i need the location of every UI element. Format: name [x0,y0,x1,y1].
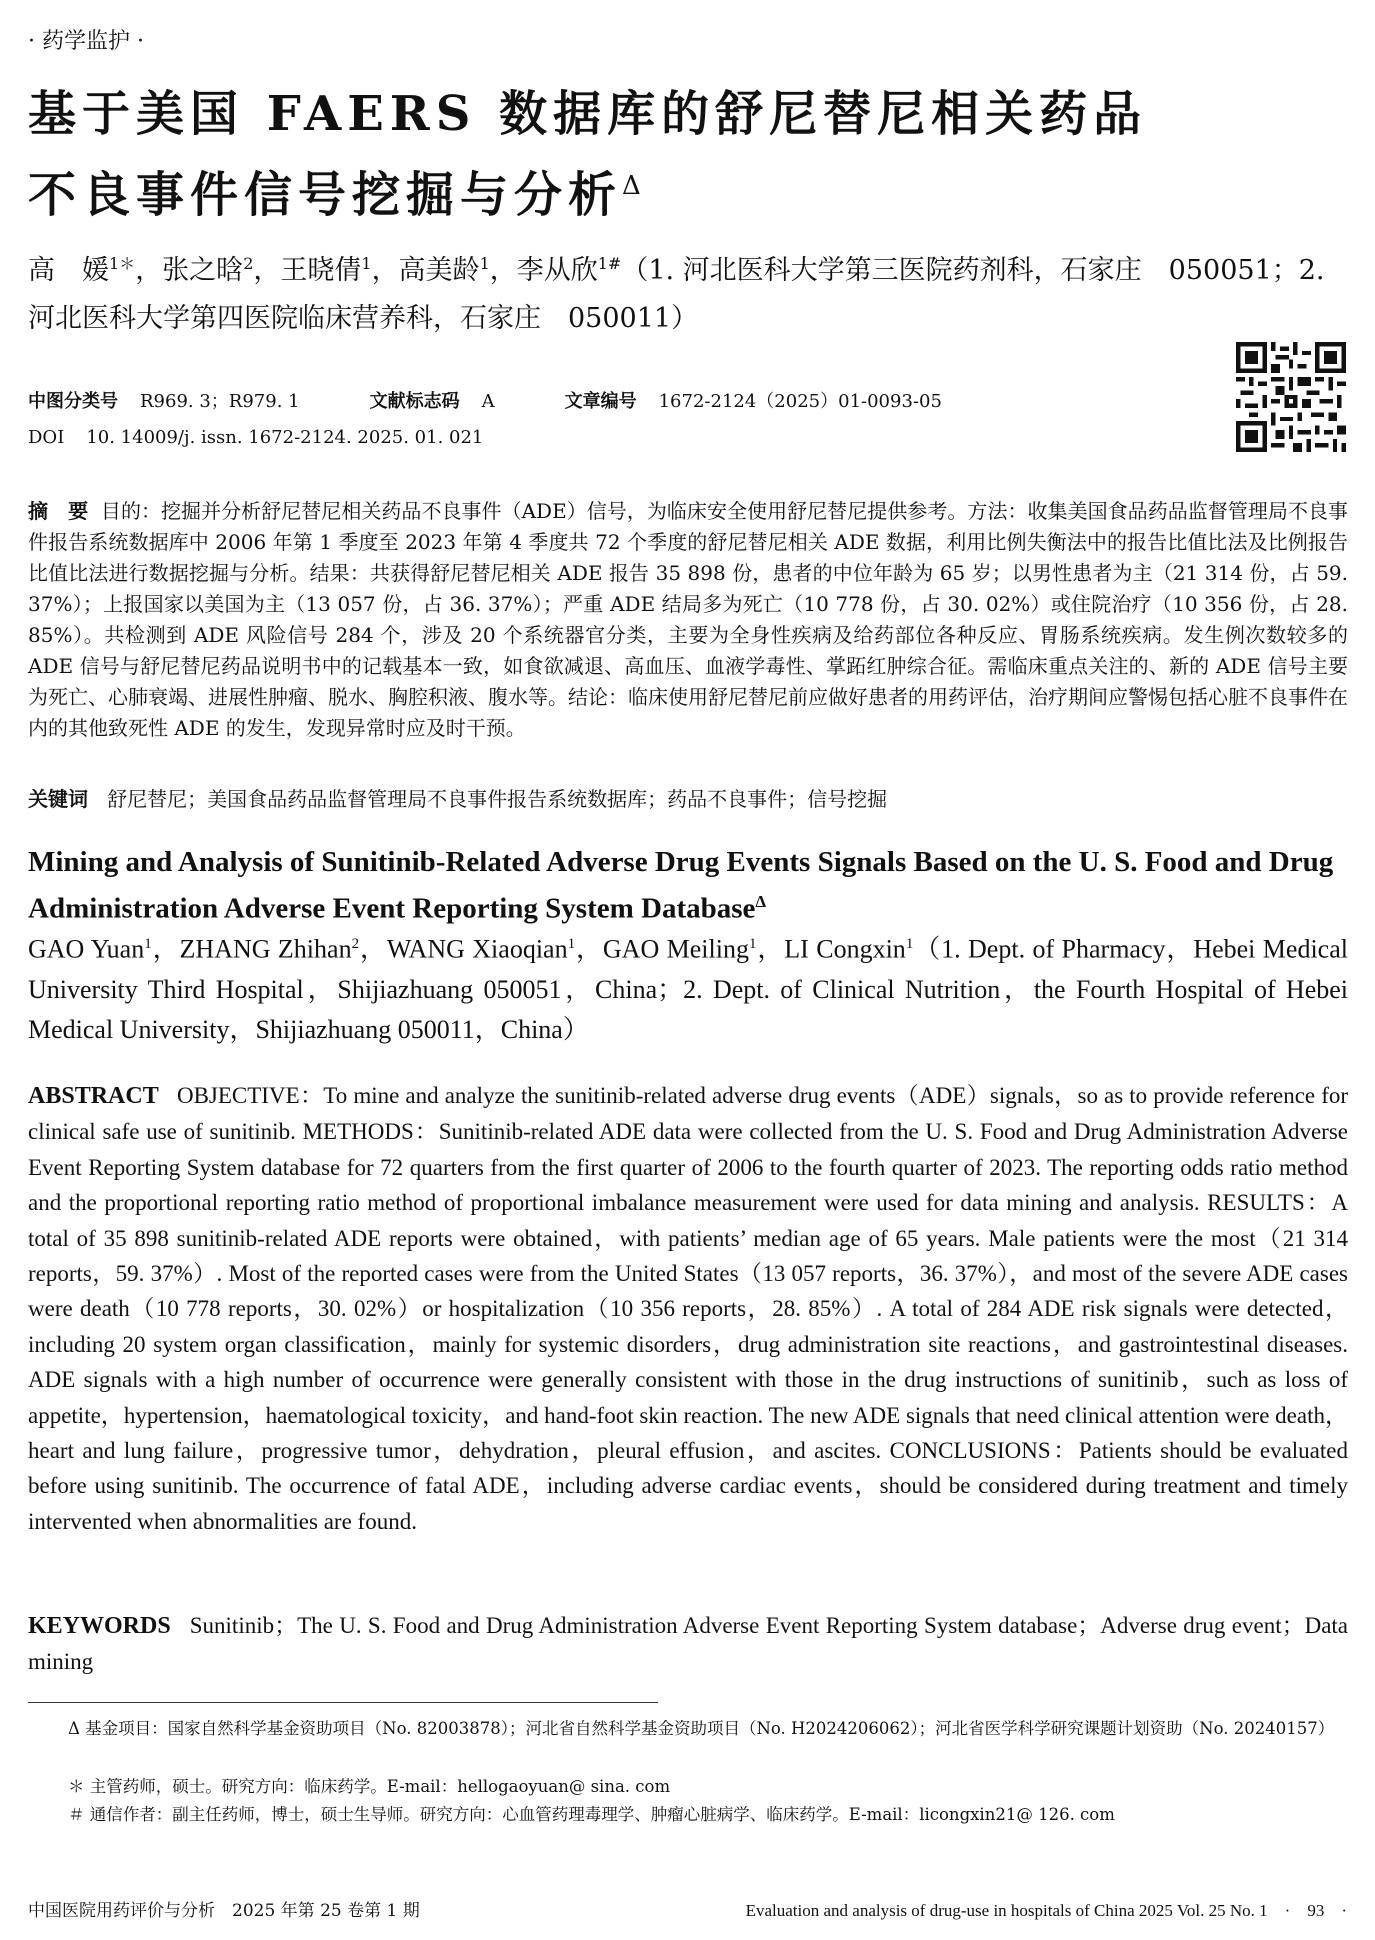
author-affil-mark: 1＊ [109,254,136,273]
author-name: ，GAO Meiling [575,934,749,964]
doi-label: DOI [28,427,65,448]
journal-footer-en: Evaluation and analysis of drug-use in hospitals of China 2025 Vol. 25 No. 1 · 93 · [745,1901,1347,1920]
abstract-zh [28,496,1348,744]
footnote-first-author: ＊ 主管药师，硕士。研究方向：临床药学。E-mail：hellogaoyuan@ sina. com [68,1777,671,1796]
author-affil-mark: 1 [361,254,372,273]
author-affil-mark: 1 [748,936,757,952]
keywords-zh [28,784,1348,815]
author-affil-mark: 1 [479,254,490,273]
article-title-en: Mining and Analysis of Sunitinib-Related Adverse Drug Events Signals Based on the U. S. Food and Drug Administration Adverse Event Reporting System Database$^\Delta$ [28,846,1334,925]
meta-line-1 [28,384,1208,420]
author-affiliations-en: （1. Dept. of Pharmacy，Hebei Medical University Third Hospital，Shijiazhuang 050051，China；2. Dept. of Clinical Nutrition，the Fourth Hospital of Hebei Medical University，Shijiazhuang 050011，China） [28,934,1349,1044]
author-affiliations: （1. 河北医科大学第三医院药剂科，石家庄 050051；2. 河北医科大学第四医院临床营养科，石家庄 050011） [28,255,1325,334]
author-affil-mark: 1# [597,254,622,273]
clc-label: 中图分类号 [28,391,118,412]
author-name: ，WANG Xiaoqian [359,934,568,964]
author-name: ，LI Congxin [756,934,906,964]
author-list [28,240,1348,343]
author-name: ，高美龄 [371,255,480,286]
article-meta [28,384,1208,456]
author-name: GAO Yuan [28,934,145,964]
footnote-funding: Δ 基金项目：国家自然科学基金资助项目（No. 82003878）；河北省自然科学基金资助项目（No. H2024206062）；河北省医学科学研究课题计划资助（No. 20240157） [68,1719,1335,1738]
author-name: ，ZHANG Zhihan [151,934,352,964]
author-affil-mark: 1 [567,936,576,952]
keywords-zh-text: 舒尼替尼；美国食品药品监督管理局不良事件报告系统数据库；药品不良事件；信号挖掘 [107,787,888,811]
title-fund-mark: Δ [622,171,647,201]
article-no-value: 1672-2124（2025）01-0093-05 [658,391,942,412]
doi-value[interactable]: 10. 14009/j. issn. 1672-2124. 2025. 01. 021 [86,427,484,448]
abstract-zh-text: 目的：挖掘并分析舒尼替尼相关药品不良事件（ADE）信号，为临床安全使用舒尼替尼提供参考。方法：收集美国食品药品监督管理局不良事件报告系统数据库中 2006 年第 1 季度至 2023 年第 4 季度共 72 个季度的舒尼替尼相关 ADE 数据，利用比例失衡法中的报告比值比法及比例报告比值比法进行数据挖掘与分析。结果：共获得舒尼替尼相关 ADE 报告 35 898 份，患者的中位年龄为 65 岁；以男性患者为主（21 314 份，占 59. 37%）；上报国家以美国为主（13 057 份，占 36. 37%）；严重 ADE 结局多为死亡（10 778 份，占 30. 02%）或住院治疗（10 356 份，占 28. 85%）。共检测到 ADE 风险信号 284 个，涉及 20 个系统器官分类，主要为全身性疾病及给药部位各种反应、胃肠系统疾病。发生例次数较多的 ADE 信号与舒尼替尼药品说明书中的记载基本一致，如食欲减退、高血压、血液学毒性、掌跖红肿综合征。需临床重点关注的、新的 ADE 信号主要为死亡、心肺衰竭、进展性肿瘤、脱水、胸腔积液、腹水等。结论：临床使用舒尼替尼前应做好患者的用药评估，治疗期间应警惕包括心脏不良事件在内的其他致死性 ADE 的发生，发现异常时应及时干预。 [28,499,1349,740]
abstract-en-label: ABSTRACT [28,1083,159,1109]
keywords-zh-label: 关键词 [28,787,88,811]
doc-code-label: 文献标志码 [369,391,460,412]
journal-footer-zh: 中国医院用药评价与分析 2025 年第 25 卷第 1 期 [28,1901,420,1921]
abstract-en-text: OBJECTIVE：To mine and analyze the sunitinib-related adverse drug events（ADE）signals，so as to provide reference for clinical safe use of sunitinib. METHODS：Sunitinib-related ADE data were collected from the U. S. Food and Drug Administration Adverse Event Reporting System database for 72 quarters from the first quarter of 2006 to the fourth quarter of 2023. The reporting odds ratio method and the proportional reporting ratio method of proportional imbalance measurement were used for data mining and analysis. RESULTS：A total of 35 898 sunitinib-related ADE reports were obtained，with patients’ median age of 65 years. Male patients were the most（21 314 reports，59. 37%）. Most of the reported cases were from the United States（13 057 reports，36. 37%），and most of the severe ADE cases were death（10 778 reports，30. 02%）or hospitalization（10 356 reports，28. 85%）. A total of 284 ADE risk signals were detected，including 20 system organ classification，mainly for systemic disorders，drug administration site reactions，and gastrointestinal diseases. ADE signals with a high number of occurrence were generally consistent with those in the drug instructions of sunitinib，such as loss of appetite，hypertension，haematological toxicity，and hand-foot skin reaction. The new ADE signals that need clinical attention were death，heart and lung failure，progressive tumor，dehydration，pleural effusion，and ascites. CONCLUSIONS：Patients should be evaluated before using sunitinib. The occurrence of fatal ADE，including adverse cardiac events，should be considered during treatment and timely intervented when abnormalities are found. [28,1083,1349,1534]
title-en-fund-mark: Δ [755,892,767,911]
section-label: · 药学监护 · [28,29,144,54]
author-affil-mark: 2 [243,254,254,273]
abstract-en [28,1078,1348,1539]
abstract-zh-label: 摘 要 [28,499,89,523]
keywords-en [28,1608,1348,1680]
article-title [28,78,1348,231]
author-name: ，李从欣 [489,255,598,286]
title-line-1: 基于美国 FAERS 数据库的舒尼替尼相关药品 [28,86,1148,142]
author-list-en [28,924,1348,1050]
footnote-corresponding-author: ＃ 通信作者：副主任药师，博士，硕士生导师。研究方向：心血管药理毒理学、肿瘤心脏病学、临床药学。E-mail：licongxin21@ 126. com [68,1805,1115,1824]
author-name: ，张之晗 [135,255,244,286]
author-affil-mark: 1 [144,936,152,952]
author-affil-mark: 2 [351,936,360,952]
keywords-en-text: Sunitinib；The U. S. Food and Drug Administration Adverse Event Reporting System database；Adverse drug event；Data mining [28,1613,1349,1675]
author-name: 高 媛 [28,255,109,286]
footnote-divider [28,1702,658,1703]
clc-value: R969. 3；R979. 1 [140,391,300,412]
keywords-en-label: KEYWORDS [28,1613,171,1639]
qr-code-icon[interactable] [1236,342,1346,452]
meta-line-2 [28,420,1208,456]
article-no-label: 文章编号 [564,391,637,412]
author-name: ，王晓倩 [253,255,362,286]
title-line-2: 不良事件信号挖掘与分析$^\Delta$ [28,167,647,223]
doc-code-value: A [481,391,495,412]
author-affil-mark: 1 [905,936,914,952]
